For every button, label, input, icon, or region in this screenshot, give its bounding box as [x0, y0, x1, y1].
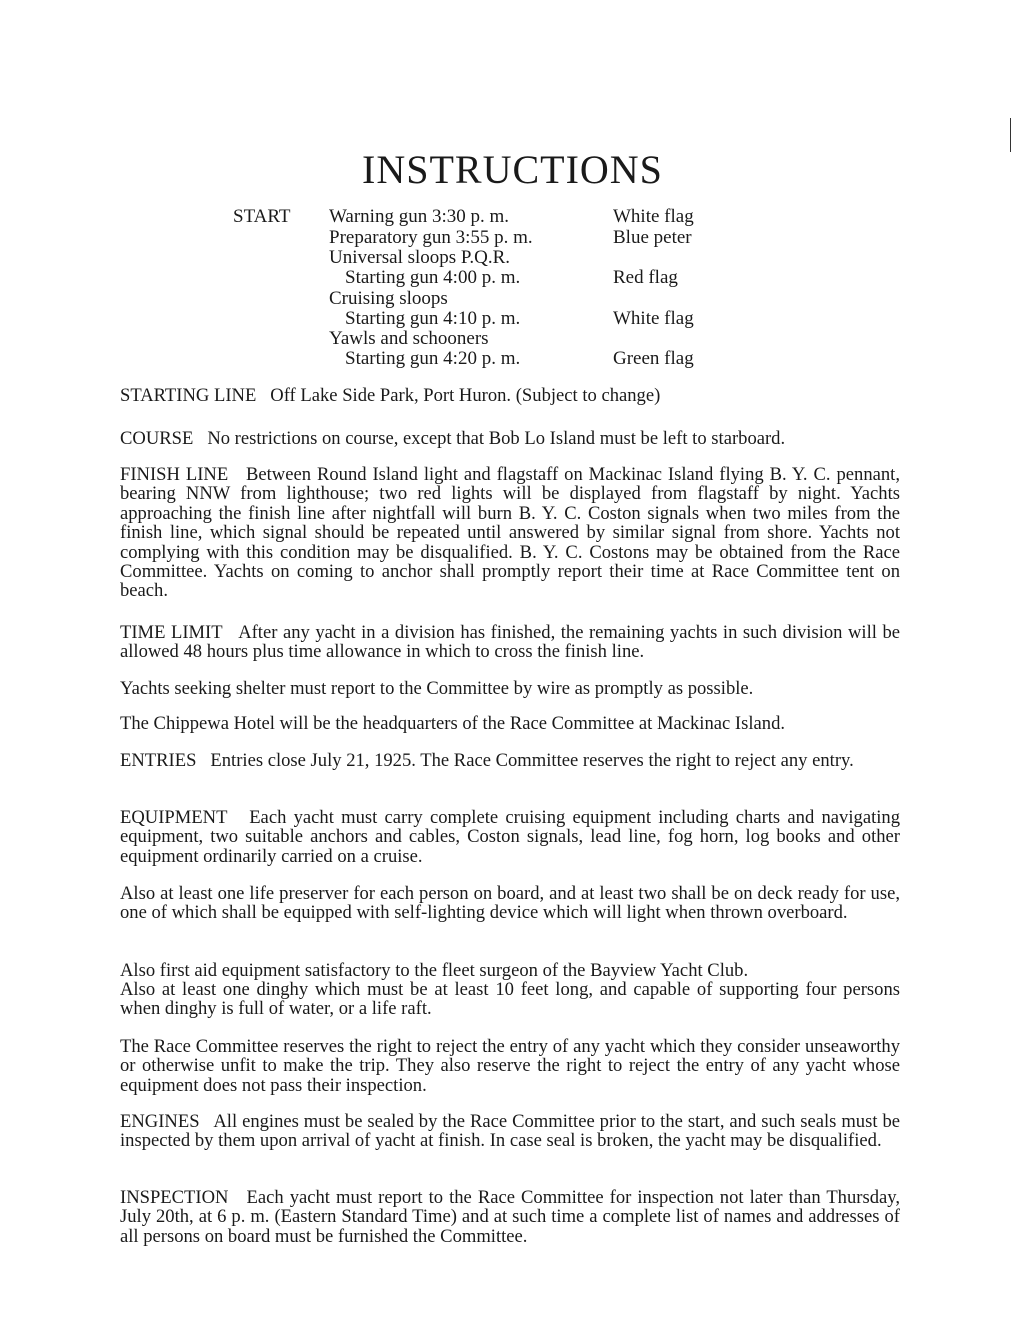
section-starting-line	[120, 386, 900, 405]
section-course	[120, 429, 900, 448]
section-text: Between Round Island light and flagstaff on Mackinac Island flying B. Y. C. pennant, bearing NNW from lighthouse; two red lights will be displayed from flagstaff by night. Yachts approaching the finish line after nightfall will burn B. Y. C. Coston signals when two miles from the finish line, which signal should be repeated until answered by similar signal from shore. Yachts not complying with this condition may be disqualified. B. Y. C. Costons may be obtained from the Race Committee. Yachts on coming to anchor shall promptly report their time at Race Committee tent on beach.	[120, 464, 900, 602]
schedule-line: Starting gun 4:00 p. m.	[345, 267, 521, 288]
schedule-line: Starting gun 4:20 p. m.	[345, 348, 521, 369]
section-entries	[120, 751, 900, 770]
section-text: The Chippewa Hotel will be the headquarters of the Race Committee at Mackinac Island.	[120, 713, 786, 734]
section-label: INSPECTION	[120, 1187, 229, 1208]
section-label: EQUIPMENT	[120, 807, 228, 828]
section-text: Each yacht must carry complete cruising equipment including charts and navigating equipment, two suitable anchors and cables, Coston signals, lead line, fog horn, log books and other equipment ordinarily carried on a cruise.	[120, 807, 900, 867]
section-text: Entries close July 21, 1925. The Race Committee reserves the right to reject any entry.	[210, 750, 854, 771]
schedule-line: Warning gun 3:30 p. m.	[329, 206, 510, 227]
section-equipment	[120, 808, 900, 866]
section-shelter	[120, 679, 900, 698]
section-label: TIME LIMIT	[120, 622, 223, 643]
section-text: The Race Committee reserves the right to reject the entry of any yacht which they consider unseaworthy or otherwise unfit to make the trip. They also reserve the right to reject the entry of any yacht whose equipment does not pass their inspection.	[120, 1036, 900, 1096]
section-label: COURSE	[120, 428, 194, 449]
section-label: FINISH LINE	[120, 464, 229, 485]
section-dinghy	[120, 980, 900, 1019]
section-first-aid	[120, 961, 900, 980]
section-text: All engines must be sealed by the Race Committee prior to the start, and such seals must be inspected by them upon arrival of yacht at finish. In case seal is broken, the yacht may be disqualified.	[120, 1111, 900, 1152]
schedule-line: Universal sloops P.Q.R.	[329, 247, 511, 268]
schedule-flag: Red flag	[613, 267, 678, 288]
section-finish-line	[120, 465, 900, 601]
section-label: ENGINES	[120, 1111, 200, 1132]
schedule-flag: Green flag	[613, 348, 694, 369]
section-time-limit	[120, 623, 900, 662]
section-text: Off Lake Side Park, Port Huron. (Subject to change)	[270, 385, 661, 406]
section-text: Also at least one dinghy which must be at least 10 feet long, and capable of supporting four persons when dinghy is full of water, or a life raft.	[120, 979, 900, 1020]
edge-mark	[1010, 118, 1011, 152]
section-label: STARTING LINE	[120, 385, 257, 406]
section-engines	[120, 1112, 900, 1151]
start-label: START	[233, 206, 291, 227]
schedule-line: Starting gun 4:10 p. m.	[345, 308, 521, 329]
schedule-flag: White flag	[613, 206, 694, 227]
section-headquarters	[120, 714, 900, 733]
schedule-flag: White flag	[613, 308, 694, 329]
page-title: INSTRUCTIONS	[362, 147, 663, 192]
section-text: Yachts seeking shelter must report to the Committee by wire as promptly as possible.	[120, 678, 754, 699]
section-label: ENTRIES	[120, 750, 197, 771]
section-text: After any yacht in a division has finished, the remaining yachts in such division will be allowed 48 hours plus time allowance in which to cross the finish line.	[120, 622, 900, 663]
section-reject-entry	[120, 1037, 900, 1095]
schedule-line: Yawls and schooners	[329, 328, 489, 349]
schedule-flag: Blue peter	[613, 227, 692, 248]
section-life-preserver	[120, 884, 900, 923]
section-text: Also at least one life preserver for each person on board, and at least two shall be on deck ready for use, one of which shall be equipped with self-lighting device which will light when thrown overboard.	[120, 883, 900, 924]
schedule-line: Cruising sloops	[329, 288, 448, 309]
schedule-line: Preparatory gun 3:55 p. m.	[329, 227, 533, 248]
section-text: Also first aid equipment satisfactory to the fleet surgeon of the Bayview Yacht Club.	[120, 960, 749, 981]
section-text: Each yacht must report to the Race Committee for inspection not later than Thursday, July 20th, at 6 p. m. (Eastern Standard Time) and at such time a complete list of names and addresses of all persons on board must be furnished the Committee.	[120, 1187, 900, 1247]
section-inspection	[120, 1188, 900, 1246]
section-text: No restrictions on course, except that Bob Lo Island must be left to starboard.	[207, 428, 786, 449]
